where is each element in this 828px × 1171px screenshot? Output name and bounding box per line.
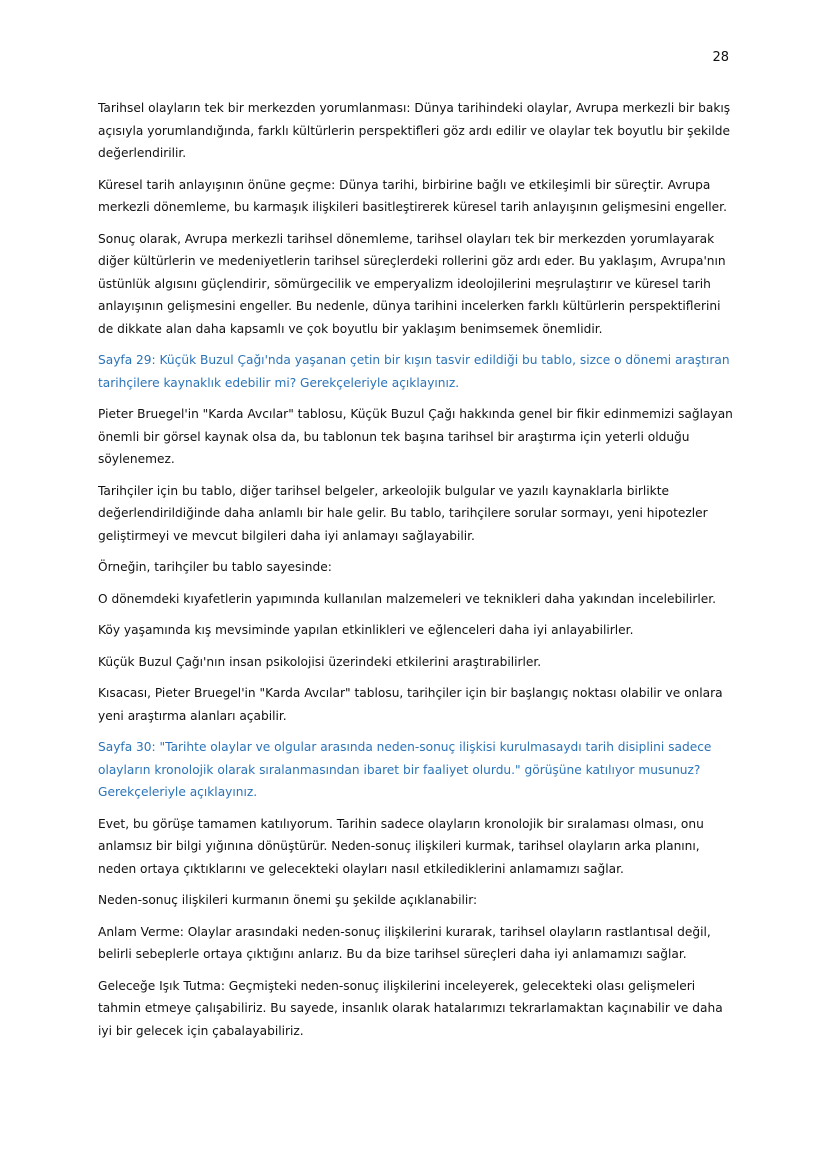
question-sayfa-30: Sayfa 30: "Tarihte olaylar ve olgular arasında neden-sonuç ilişkisi kurulmasaydı tarih disiplini sadece olayların kronolojik olarak sıralanmasından ibaret bir faaliyet olurdu." görüşüne katılıyor musunuz? Gerekçeleriyle açıklayınız. xyxy=(98,740,712,799)
paragraph-tarihsel-olaylar: Tarihsel olayların tek bir merkezden yorumlanması: Dünya tarihindeki olaylar, Avrupa merkezli bir bakış açısıyla yorumlandığında, farklı kültürlerin perspektifleri göz ardı edilir ve olaylar tek boyutlu bir şekilde değerlendirilir. xyxy=(98,101,731,160)
question-sayfa-29: Sayfa 29: Küçük Buzul Çağı'nda yaşanan çetin bir kışın tasvir edildiği bu tablo, sizce o dönemi araştıran tarihçilere kaynaklık edebilir mi? Gerekçeleriyle açıklayınız. xyxy=(98,353,730,390)
paragraph-kiyafetler: O dönemdeki kıyafetlerin yapımında kullanılan malzemeleri ve teknikleri daha yakından incelebilirler. xyxy=(98,591,717,606)
paragraph-tarihciler-icin: Tarihçiler için bu tablo, diğer tarihsel belgeler, arkeolojik bulgular ve yazılı kaynaklarla birlikte değerlendirildiğinde daha anlamlı bir hale gelir. Bu tablo, tarihçilere sorular sormayı, yeni hipotezler geliştirmeyi ve mevcut bilgileri daha iyi anlamayı sağlayabilir. xyxy=(98,483,708,543)
paragraph-anlam-verme: Anlam Verme: Olaylar arasındaki neden-sonuç ilişkilerini kurarak, tarihsel olayların rastlantısal değil, belirli sebeplerle ortaya çıktığını anlarız. Bu da bize tarihsel süreçleri daha iyi anlamamızı sağlar. xyxy=(98,924,711,961)
paragraph-neden-sonuc-onemi: Neden-sonuç ilişkileri kurmanın önemi şu şekilde açıklanabilir: xyxy=(98,893,478,907)
page-content xyxy=(98,97,738,1051)
paragraph-kuresel-tarih: Küresel tarih anlayışının önüne geçme: Dünya tarihi, birbirine bağlı ve etkileşimli bir süreçtir. Avrupa merkezli dönemleme, bu karmaşık ilişkileri basitleştirerek küresel tarih anlayışının gelişmesini engeller. xyxy=(98,177,727,214)
page-number: 28 xyxy=(712,50,729,65)
paragraph-ornegin: Örneğin, tarihçiler bu tablo sayesinde: xyxy=(98,560,332,574)
paragraph-kisacasi: Kısacası, Pieter Bruegel'in "Karda Avcılar" tablosu, tarihçiler için bir başlangıç noktası olabilir ve onlara yeni araştırma alanları açabilir. xyxy=(98,686,723,723)
paragraph-karda-avcilar: Pieter Bruegel'in "Karda Avcılar" tablosu, Küçük Buzul Çağı hakkında genel bir fikir edinmemizi sağlayan önemli bir görsel kaynak olsa da, bu tablonun tek başına tarihsel bir araştırma için yeterli olduğu söylenemez. xyxy=(98,407,733,466)
paragraph-gelecege-isik: Geleceğe Işık Tutma: Geçmişteki neden-sonuç ilişkilerini inceleyerek, gelecekteki olası gelişmeleri tahmin etmeye çalışabiliriz. Bu sayede, insanlık olarak hatalarımızı tekrarlamaktan kaçınabilir ve daha iyi bir gelecek için çabalayabiliriz. xyxy=(98,978,723,1038)
paragraph-psikoloji: Küçük Buzul Çağı'nın insan psikolojisi üzerindeki etkilerini araştırabilirler. xyxy=(98,654,542,669)
paragraph-sonuc: Sonuç olarak, Avrupa merkezli tarihsel dönemleme, tarihsel olayları tek bir merkezden yorumlayarak diğer kültürlerin ve medeniyetlerin tarihsel süreçlerdeki rollerini göz ardı eder. Bu yaklaşım, Avrupa'nın üstünlük algısını güçlendirir, sömürgecilik ve emperyalizm ideolojilerini meşrulaştırır ve küresel tarih anlayışının gelişmesini engeller. Bu nedenle, dünya tarihini incelerken farklı kültürlerin perspektiflerini de dikkate alan daha kapsamlı ve çok boyutlu bir yaklaşım benimsemek önemlidir. xyxy=(98,231,726,336)
paragraph-evet: Evet, bu görüşe tamamen katılıyorum. Tarihin sadece olayların kronolojik bir sıralaması olması, onu anlamsız bir bilgi yığınına dönüştürür. Neden-sonuç ilişkileri kurmak, tarihsel olayların arka planını, neden ortaya çıktıklarını ve gelecekteki olayları nasıl etkilediklerini anlamamızı sağlar. xyxy=(98,816,704,876)
paragraph-koy-yasami: Köy yaşamında kış mevsiminde yapılan etkinlikleri ve eğlenceleri daha iyi anlayabilirler. xyxy=(98,623,634,637)
